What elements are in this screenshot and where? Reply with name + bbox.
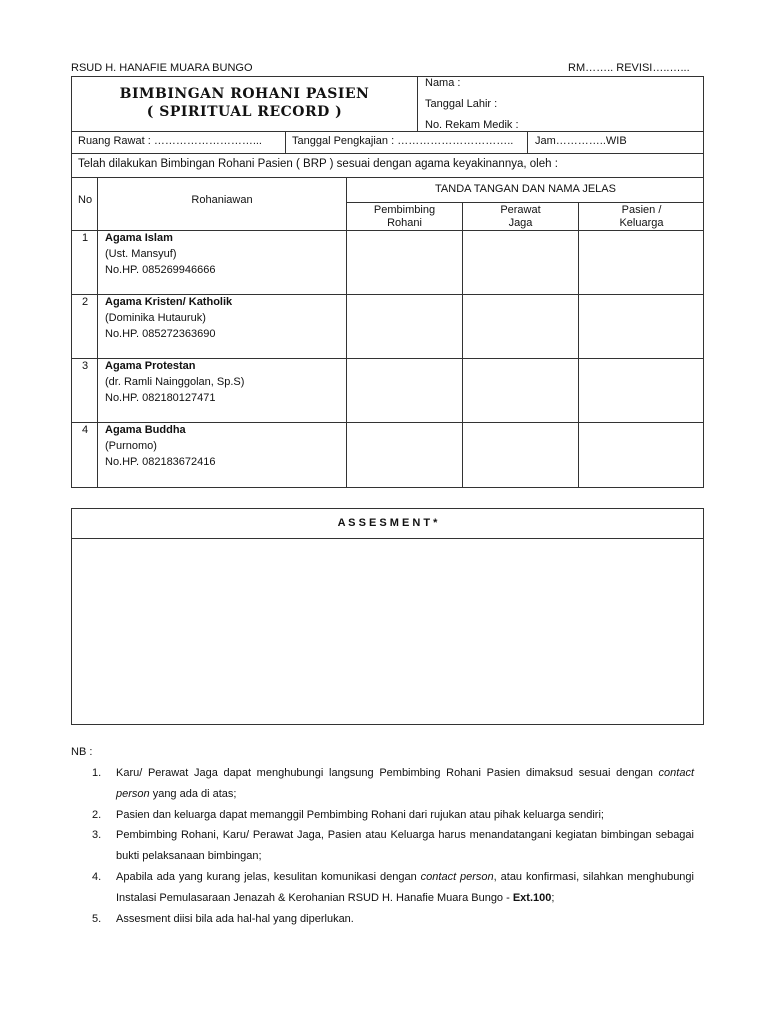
agama-label: Agama Protestan [105, 360, 196, 372]
sub-pembimbing-line2: Rohani [387, 217, 422, 229]
sub-pasien-line1: Pasien / [621, 204, 662, 216]
divider [71, 177, 704, 178]
nb-item-3 [92, 825, 694, 867]
sub-pembimbing-header [347, 204, 462, 230]
nb-number: 3. [92, 829, 102, 841]
jam-field[interactable]: Jam…………..WIB [535, 135, 627, 147]
col-ttd-header: TANDA TANGAN DAN NAMA JELAS [435, 183, 616, 195]
nb-text: Assesment diisi bila ada hal-hal yang diperlukan. [116, 913, 354, 925]
nama-field[interactable]: Nama : [425, 77, 461, 89]
table-row [105, 422, 216, 470]
divider [71, 131, 704, 132]
phone-number: No.HP. 085272363690 [105, 328, 216, 340]
rekam-medik-field[interactable]: No. Rekam Medik : [425, 119, 519, 131]
agama-label: Agama Kristen/ Katholik [105, 296, 233, 308]
statement-text: Telah dilakukan Bimbingan Rohani Pasien ( BRP ) sesuai dengan agama keyakinannya, oleh : [78, 158, 558, 170]
sub-pasien-line2: Keluarga [619, 217, 664, 229]
sub-perawat-line2: Jaga [508, 217, 533, 229]
nb-text [116, 867, 694, 908]
rohaniawan-name: (Purnomo) [105, 440, 157, 452]
nb-text-part: Karu/ Perawat Jaga dapat menghubungi langsung Pembimbing Rohani Pasien dimaksud sesuai dengan [116, 767, 659, 779]
agama-label: Agama Buddha [105, 424, 186, 436]
divider [71, 153, 704, 154]
rm-revisi: RM…….. REVISI…..…... [568, 62, 690, 74]
phone-number: No.HP. 085269946666 [105, 264, 216, 276]
phone-number: No.HP. 082180127471 [105, 392, 216, 404]
agama-label: Agama Islam [105, 232, 173, 244]
divider [462, 202, 463, 488]
nb-text-part: , atau konfirmasi, silahkan menghubungi Instalasi Pemulasaraan Jenazah & Kerohanian RSUD H. Hanafie Muara Bungo - [116, 871, 694, 904]
sub-pembimbing-line1: Pembimbing [373, 204, 436, 216]
row-number: 2 [82, 296, 89, 308]
tanggal-lahir-field[interactable]: Tanggal Lahir : [425, 98, 498, 110]
form-title: BIMBINGAN ROHANI PASIEN [119, 86, 370, 102]
rohaniawan-name: (dr. Ramli Nainggolan, Sp.S) [105, 376, 245, 388]
tanggal-pengkajian-field[interactable]: Tanggal Pengkajian : ………………………….. [292, 135, 514, 147]
col-rohaniawan-header: Rohaniawan [191, 194, 253, 206]
title-divider [417, 76, 418, 131]
table-row [105, 294, 232, 342]
divider [346, 202, 704, 203]
divider [578, 202, 579, 488]
nb-text: Pasien dan keluarga dapat memanggil Pembimbing Rohani dari rujukan atau pihak keluarga sendiri; [116, 809, 604, 821]
nb-text-part: Apabila ada yang kurang jelas, kesulitan komunikasi dengan [116, 871, 421, 883]
nb-bold-part: Ext.100 [512, 891, 552, 904]
phone-number: No.HP. 082183672416 [105, 456, 216, 468]
nb-italic-part: contact person [420, 871, 494, 883]
row-number: 4 [82, 424, 89, 436]
table-row [105, 358, 244, 406]
rohaniawan-name: (Dominika Hutauruk) [105, 312, 206, 324]
nb-text: Pembimbing Rohani, Karu/ Perawat Jaga, Pasien atau Keluarga harus menandatangani kegiatan bimbingan sebagai bukti pelaksanaan bimbingan; [116, 829, 694, 862]
nb-number: 1. [92, 767, 102, 779]
divider [527, 131, 528, 153]
nb-number: 5. [92, 913, 102, 925]
col-no-header: No [78, 194, 93, 206]
row-number: 3 [82, 360, 89, 372]
row-number: 1 [82, 232, 89, 244]
assessment-input[interactable] [72, 539, 703, 724]
sub-pasien-header [579, 204, 704, 230]
sub-perawat-line1: Perawat [500, 204, 541, 216]
nb-item-2 [92, 805, 694, 826]
assessment-title: A S S E S M E N T * [337, 517, 438, 529]
nb-italic-part: contact person [116, 767, 694, 800]
divider [97, 177, 98, 488]
nb-text [116, 763, 694, 804]
nb-text-part: yang ada di atas; [149, 787, 237, 800]
nb-text-part: ; [551, 891, 555, 904]
nb-number: 4. [92, 871, 102, 883]
nb-item-5 [92, 909, 694, 930]
form-subtitle: ( SPIRITUAL RECORD ) [146, 104, 343, 120]
nb-item-1 [92, 763, 694, 805]
table-row [105, 230, 216, 278]
sub-perawat-header [463, 204, 578, 230]
nb-number: 2. [92, 809, 102, 821]
hospital-name: RSUD H. HANAFIE MUARA BUNGO [71, 62, 253, 74]
ruang-rawat-field[interactable]: Ruang Rawat : ………………………... [78, 135, 262, 147]
divider [285, 131, 286, 153]
nb-item-4 [92, 867, 694, 909]
nb-label: NB : [71, 746, 93, 758]
rohaniawan-name: (Ust. Mansyuf) [105, 248, 177, 260]
